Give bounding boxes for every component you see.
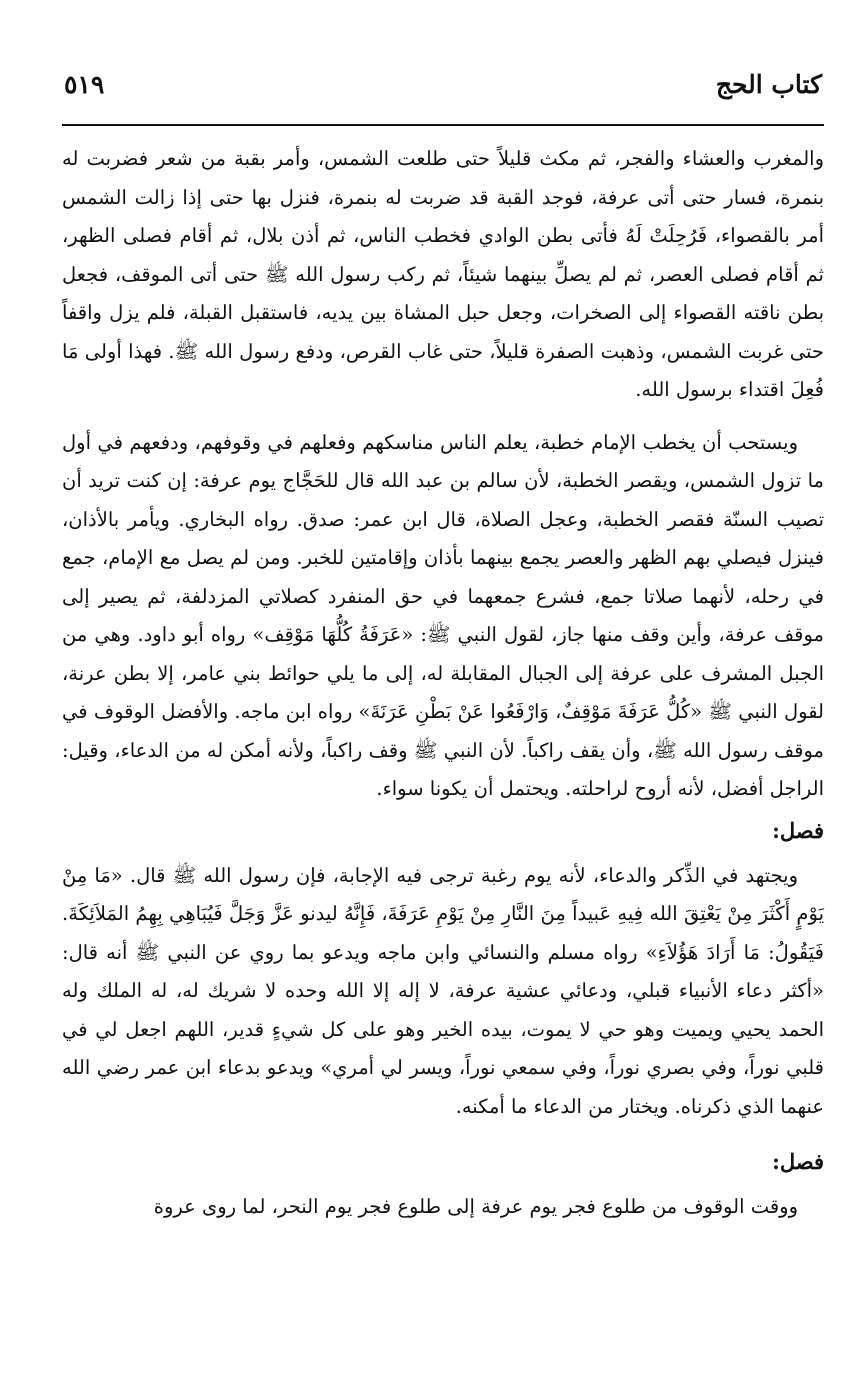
section-gap <box>62 1126 824 1140</box>
page-number: ٥١٩ <box>64 70 105 99</box>
paragraph-gap <box>62 410 824 424</box>
paragraph: والمغرب والعشاء والفجر، ثم مكث قليلاً حتى طلعت الشمس، وأمر بقبة من شعر فضربت له بنمرة، فسار حتى أتى عرفة، فوجد القبة قد ضربت له بنمرة، فنزل بها حتى إذا زالت الشمس أمر بالقصواء، فَرُحِلَتْ لَهُ فأتى بطن الوادي فخطب الناس، ثم أذن بلال، ثم أقام فصلى الظهر، ثم أقام فصلى العصر، ثم لم يصلِّ بينهما شيئاً، ثم ركب رسول الله ﷺ حتى أتى الموقف، فجعل بطن ناقته القصواء إلى الصخرات، وجعل حبل المشاة بين يديه، فاستقبل القبلة، فلم يزل واقفاً حتى غربت الشمس، وذهبت الصفرة قليلاً، حتى غاب القرص، ودفع رسول الله ﷺ. فهذا أولى مَا فُعِلَ اقتداء برسول الله. <box>62 147 824 401</box>
header-rule <box>62 124 824 126</box>
section-heading: فصل: <box>772 1149 824 1174</box>
body-text <box>62 140 824 1227</box>
running-header <box>62 70 824 118</box>
paragraph: ويستحب أن يخطب الإمام خطبة، يعلم الناس مناسكهم وفعلهم في وقوفهم، ودفعهم في أول ما تزول الشمس، ويقصر الخطبة، لأن سالم بن عبد الله قال للحَجَّاج يوم عرفة: إن كنت تريد أن تصيب السنّة فقصر الخطبة، وعجل الصلاة، قال ابن عمر: صدق. رواه البخاري. ويأمر بالأذان، فينزل فيصلي بهم الظهر والعصر يجمع بينهما بأذان وإقامتين للخبر. ومن لم يصل مع الإمام، جمع في رحله، لأنهما صلاتا جمع، فشرع جمعهما في حق المنفرد كصلاتي المزدلفة، ثم يصير إلى موقف عرفة، وأين وقف منها جاز، لقول النبي ﷺ: «عَرَفَةُ كُلُّهَا مَوْقِف» رواه أبو داود. وهي من الجبل المشرف على عرفة إلى الجبال المقابلة له، إلى ما يلي حوائط بني عامر، إلا بطن عرنة، لقول النبي ﷺ «كُلُّ عَرَفَةَ مَوْقِفٌ، وَارْفَعُوا عَنْ بَطْنِ عَرَنَةَ» رواه ابن ماجه. والأفضل الوقوف في موقف رسول الله ﷺ، وأن يقف راكباً. لأن النبي ﷺ وقف راكباً، ولأنه أمكن له من الدعاء، وقيل: الراجل أفضل، لأنه أروح لراحلته. ويحتمل أن يكونا سواء. <box>62 430 824 800</box>
section-paragraph: ووقت الوقوف من طلوع فجر يوم عرفة إلى طلوع فجر يوم النحر، لما روى عروة <box>153 1195 798 1218</box>
section-heading: فصل: <box>772 817 824 843</box>
chapter-title: كتاب الحج <box>715 70 822 99</box>
section-paragraph: ويجتهد في الذِّكر والدعاء، لأنه يوم رغبة ترجى فيه الإجابة، فإن رسول الله ﷺ قال. «مَا مِنْ يَوْمٍ أَكْثَرَ مِنْ يَعْتِقَ الله فِيهِ عَبيداً مِنَ النَّارِ مِنْ يَوْمِ عَرَفَةَ، فَإِنَّهُ ليدنو عَزَّ وَجَلَّ فَيُبَاهِي بِهِمُ المَلاَئِكَةَ. فَيَقُولُ: مَا أَرَادَ هَؤُلاَءِ» رواه مسلم والنسائي وابن ماجه ويدعو بما روي عن النبي ﷺ أنه قال: «أكثر دعاء الأنبياء قبلي، ودعائي عشية عرفة، لا إله إلا الله وحده لا شريك له، له الملك وله الحمد يحيي ويميت وهو حي لا يموت، بيده الخير وهو على كل شيءٍ قدير، اللهم اجعل لي في قلبي نوراً، وفي بصري نوراً، وفي سمعي نوراً، ويسر لي أمري» ويدعو بدعاء ابن عمر رضي الله عنهما الذي ذكرناه. ويختار من الدعاء ما أمكنه. <box>62 863 824 1118</box>
book-page <box>62 70 824 1227</box>
